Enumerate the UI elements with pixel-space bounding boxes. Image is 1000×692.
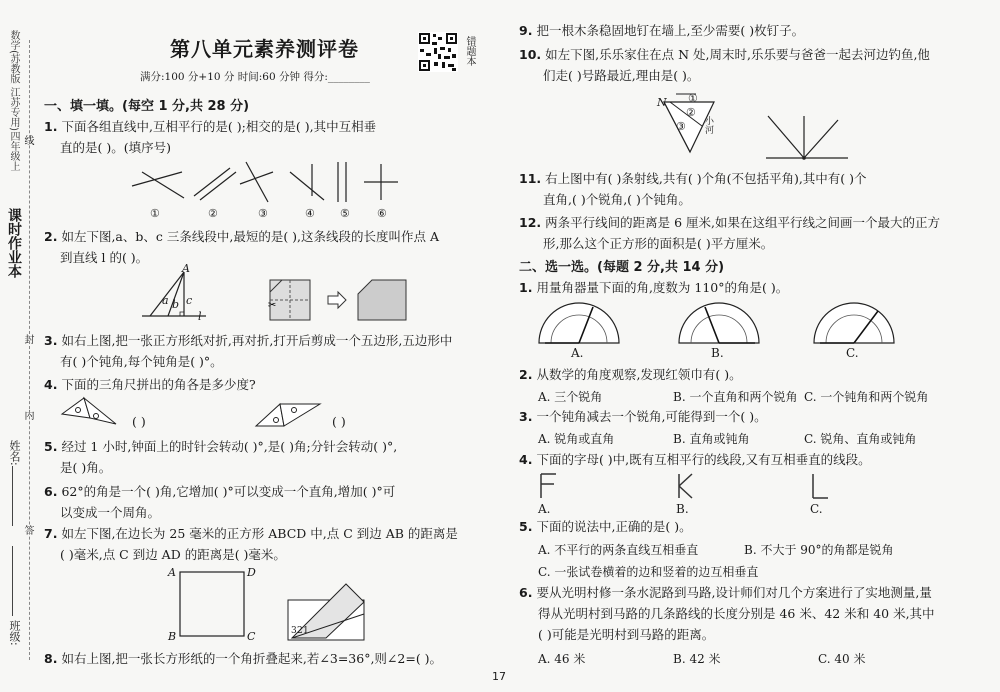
question-11-line2: 直角,( )个锐角,( )个钝角。: [543, 192, 691, 207]
letter-f-figure: [538, 472, 560, 500]
q10-label-N: N: [657, 96, 667, 109]
protractor-a-figure: [537, 303, 621, 345]
name-label: 姓名:: [8, 440, 21, 466]
choice-1-option-b[interactable]: B.: [711, 346, 724, 360]
q7-square-abcd-figure: [178, 570, 246, 638]
seal-char: 封: [22, 334, 33, 344]
q1-label: ⑤: [340, 207, 350, 220]
question-3: 3. 如右上图,把一张正方形纸对折,再对折,打开后剪成一个五边形,五边形中: [44, 333, 453, 348]
choice-6-option-c[interactable]: C. 40 米: [818, 652, 866, 666]
q1-label: ②: [208, 207, 218, 220]
question-1: 1. 下面各组直线中,互相平行的是( );相交的是( ),其中互相垂: [44, 119, 377, 134]
q7-label-B: B: [168, 630, 177, 643]
question-10: 10. 如左下图,乐乐家住在点 N 处,周末时,乐乐要与爸爸一起去河边钓鱼,他: [519, 47, 930, 62]
choice-question-6-line3: ( )可能是光明村到马路的距离。: [538, 627, 715, 642]
question-6: 6. 62°的角是一个( )角,它增加( )°可以变成一个直角,增加( )°可: [44, 484, 396, 499]
q7-label-D: D: [247, 566, 256, 579]
q4-answer-blank-2[interactable]: ( ): [332, 414, 346, 429]
choice-6-option-a[interactable]: A. 46 米: [538, 652, 586, 666]
brand-text: 课时作业本: [6, 208, 22, 278]
question-5-line2: 是( )角。: [60, 460, 112, 475]
choice-question-2: 2. 从数学的角度观察,发现红领巾有( )。: [519, 367, 742, 382]
choice-2-option-a[interactable]: A. 三个锐角: [538, 390, 603, 404]
choice-question-4: 4. 下面的字母( )中,既有互相平行的线段,又有互相垂直的线段。: [519, 452, 871, 467]
q1-label: ⑥: [377, 207, 387, 220]
score-meta: 满分:100 分+10 分 时间:60 分钟 得分:________: [140, 71, 370, 83]
choice-3-option-b[interactable]: B. 直角或钝角: [673, 432, 750, 446]
q8-angle-label: 1: [303, 626, 309, 636]
choice-question-3: 3. 一个钝角减去一个锐角,可能得到一个( )。: [519, 409, 767, 424]
q10-river-label: 小河: [703, 116, 713, 134]
q8-angle-label: 3: [291, 626, 297, 636]
q4-set-squares-figure-1: [60, 394, 120, 428]
q11-rays-figure: [764, 110, 850, 162]
q7-label-C: C: [247, 630, 256, 643]
q1-lines-figure: [128, 158, 418, 213]
class-line[interactable]: [12, 546, 13, 616]
q2-label-c: c: [186, 294, 193, 307]
choice-5-option-b[interactable]: B. 不大于 90°的角都是锐角: [744, 543, 894, 557]
choice-5-option-c[interactable]: C. 一张试卷横着的边和竖着的边互相垂直: [538, 565, 759, 579]
name-line[interactable]: [12, 466, 13, 526]
choice-3-option-c[interactable]: C. 锐角、直角或钝角: [804, 432, 917, 446]
choice-1-option-a[interactable]: A.: [571, 346, 584, 360]
question-8: 8. 如右上图,把一张长方形纸的一个角折叠起来,若∠3=36°,则∠2=( )。: [44, 651, 443, 666]
q3-folded-paper-figure: [268, 278, 418, 322]
q1-label: ①: [150, 207, 160, 220]
choice-4-option-a[interactable]: A.: [538, 502, 551, 516]
choice-5-option-a[interactable]: A. 不平行的两条直线互相垂直: [538, 543, 699, 557]
question-1-line2: 直的是( )。(填序号): [60, 140, 171, 155]
edition-text: 数学(苏教版 江苏专用)四年级上: [8, 30, 19, 171]
choice-2-option-b[interactable]: B. 一个直角和两个锐角: [673, 390, 798, 404]
question-12: 12. 两条平行线间的距离是 6 厘米,如果在这组平行线之间画一个最大的正方: [519, 215, 941, 230]
section2-heading: 二、选一选。(每题 2 分,共 14 分): [519, 260, 725, 275]
question-3-line2: 有( )个钝角,每个钝角是( )°。: [60, 354, 223, 369]
protractor-c-figure: [812, 303, 896, 345]
q2-label-l: l: [198, 310, 202, 323]
choice-question-6-line2: 得从光明村到马路的几条路线的长度分别是 46 米、42 米和 40 米,其中: [538, 606, 935, 621]
choice-4-option-c[interactable]: C.: [810, 502, 823, 516]
letter-l-figure: [810, 472, 832, 500]
section1-heading: 一、填一填。(每空 1 分,共 28 分): [44, 99, 250, 114]
q7-label-A: A: [168, 566, 176, 579]
question-6-line2: 以变成一个周角。: [60, 505, 161, 520]
q1-label: ③: [258, 207, 268, 220]
side-strip: [0, 0, 34, 692]
choice-2-option-c[interactable]: C. 一个钝角和两个锐角: [804, 390, 929, 404]
seal-char: 答: [22, 525, 33, 535]
question-7-line2: ( )毫米,点 C 到边 AD 的距离是( )毫米。: [60, 547, 286, 562]
choice-question-1: 1. 用量角器量下面的角,度数为 110°的角是( )。: [519, 280, 789, 295]
seal-char: 内: [22, 410, 33, 420]
q4-set-squares-figure-2: [254, 400, 324, 430]
question-11: 11. 右上图中有( )条射线,共有( )个角(不包括平角),其中有( )个: [519, 171, 867, 186]
choice-1-option-c[interactable]: C.: [846, 346, 859, 360]
q1-label: ④: [305, 207, 315, 220]
question-5: 5. 经过 1 小时,钟面上的时针会转动( )°,是( )角;分针会转动( )°,: [44, 439, 398, 454]
q2-label-b: b: [172, 298, 180, 311]
page-title: 第八单元素养测评卷: [170, 37, 359, 61]
qr-code-icon[interactable]: [418, 32, 458, 72]
question-2-line2: 到直线 l 的( )。: [60, 250, 149, 265]
class-label: 班级:: [8, 620, 21, 646]
choice-3-option-a[interactable]: A. 锐角或直角: [538, 432, 615, 446]
q4-answer-blank-1[interactable]: ( ): [132, 414, 146, 429]
question-2: 2. 如左下图,a、b、c 三条线段中,最短的是( ),这条线段的长度叫作点 A: [44, 229, 440, 244]
q8-angle-label: 2: [297, 626, 303, 636]
q10-path-3: ③: [676, 120, 686, 133]
seal-char: 线: [22, 135, 33, 145]
q2-label-A: A: [182, 262, 190, 275]
question-7: 7. 如左下图,在边长为 25 毫米的正方形 ABCD 中,点 C 到边 AB 的距离是: [44, 526, 458, 541]
question-9: 9. 把一根木条稳固地钉在墙上,至少需要( )枚钉子。: [519, 23, 805, 38]
q10-path-1: ①: [688, 92, 698, 105]
choice-4-option-b[interactable]: B.: [676, 502, 689, 516]
question-4: 4. 下面的三角尺拼出的角各是多少度?: [44, 377, 256, 392]
cut-line: [29, 40, 30, 660]
page-number: 17: [492, 670, 506, 683]
svg-text:✂: ✂: [268, 300, 277, 311]
letter-k-figure: [676, 472, 698, 500]
choice-question-6: 6. 要从光明村修一条水泥路到马路,设计师们对几个方案进行了实地测量,量: [519, 585, 932, 600]
question-10-line2: 们走( )号路最近,理由是( )。: [543, 68, 700, 83]
qr-caption: 错题本: [464, 36, 475, 66]
choice-question-5: 5. 下面的说法中,正确的是( )。: [519, 519, 692, 534]
q2-label-a: a: [162, 294, 169, 307]
q10-path-2: ②: [686, 106, 696, 119]
question-12-line2: 形,那么这个正方形的面积是( )平方厘米。: [543, 236, 774, 251]
choice-6-option-b[interactable]: B. 42 米: [673, 652, 721, 666]
protractor-b-figure: [677, 303, 761, 345]
